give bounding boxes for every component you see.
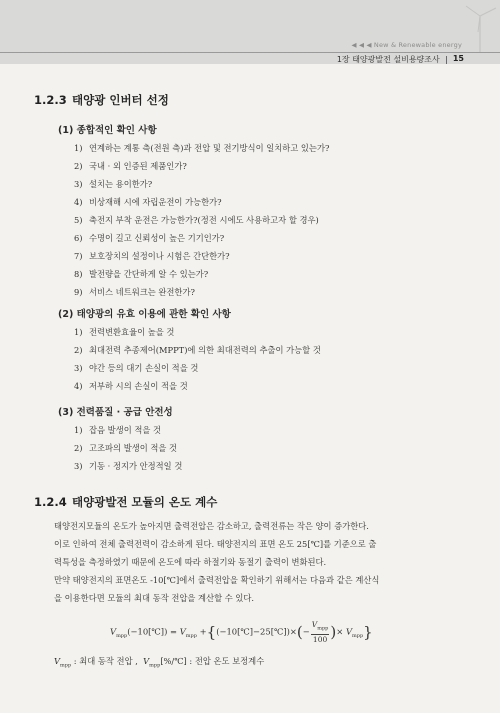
fraction: $\frac{V_{mpp}}{100}$ — [311, 620, 329, 644]
list-item: 4) 비상재해 시에 자립운전이 가능한가? — [74, 197, 222, 207]
section-124-heading — [34, 494, 217, 510]
formula-legend: $V_{mpp}$ : 최대 동작 전압 , $V_{mpp}[\%/℃]$ : 전압 온도 보정계수 — [54, 656, 265, 669]
list-item: 9) 서비스 네트워크는 완전한가? — [74, 287, 195, 297]
paragraph-line: 을 이용한다면 모듈의 최대 동작 전압을 계산할 수 있다. — [54, 593, 255, 603]
list-item: 8) 발전량을 간단하게 알 수 있는가? — [74, 269, 209, 279]
header-divider — [0, 52, 500, 53]
list-item: 5) 축전지 부착 운전은 가능한가?(정전 시에도 사용하고자 할 경우) — [74, 215, 319, 225]
page-number: 15 — [452, 54, 464, 63]
paragraph-line: 만약 태양전지의 표면온도 -10[℃]에서 출력전압을 확인하기 위해서는 다음과 같은 계산식 — [54, 575, 380, 585]
list-item: 2) 최대전력 추종제어(MPPT)에 의한 최대전력의 추출이 가능할 것 — [74, 345, 321, 355]
group-1-heading: (1) 종합적인 확인 사항 — [58, 125, 157, 136]
paragraph-line: 태양전지모듈의 온도가 높아지면 출력전압은 감소하고, 출력전류는 작은 양이 증가한다. — [54, 521, 369, 531]
list-item: 1) 전력변환효율이 높을 것 — [74, 327, 175, 337]
list-item: 2) 고조파의 발생이 적을 것 — [74, 443, 178, 453]
section-title: 태양광발전 모듈의 온도 계수 — [72, 495, 218, 509]
list-item: 4) 저부하 시의 손실이 적을 것 — [74, 381, 188, 391]
list-item: 1) 연계하는 계통 측(전원 측)과 전압 및 전기방식이 일치하고 있는가? — [74, 143, 330, 153]
group-3-heading: (3) 전력품질 · 공급 안전성 — [58, 407, 173, 418]
list-item: 2) 국내 · 외 인증된 제품인가? — [74, 161, 187, 171]
list-item: 3) 설치는 용이한가? — [74, 179, 153, 189]
section-title: 태양광 인버터 선정 — [72, 93, 169, 107]
section-number: 1.2.3 — [34, 93, 67, 107]
temperature-formula: $V_{mpp}(-10[℃]) = V_{mpp}$ +{(−10[℃]−25[℃])×(− $\frac{V_{mpp}}{100}$ )× $V_{mpp}$} — [110, 620, 373, 644]
wind-turbine-icon — [458, 2, 498, 52]
chapter-text: 1장 태양광발전 설비용량조사 — [336, 55, 440, 64]
paragraph-line: 력특성을 측정하였기 때문에 온도에 따라 하절기와 동절기 출력이 변화된다. — [54, 557, 327, 567]
chapter-separator: | — [445, 55, 448, 64]
header-tagline: ◀ ◀ ◀ New & Renewable energy — [351, 41, 462, 49]
list-item: 3) 기동 · 정지가 안정적일 것 — [74, 461, 183, 471]
list-item: 1) 잡음 발생이 적을 것 — [74, 425, 162, 435]
list-item: 7) 보호장치의 설정이나 시험은 간단한가? — [74, 251, 230, 261]
section-number: 1.2.4 — [34, 495, 67, 509]
paragraph-line: 이로 인하여 전체 출력전력이 감소하게 된다. 태양전지의 표면 온도 25[℃]를 기준으로 출 — [54, 539, 377, 549]
header-chapter-title — [337, 54, 448, 65]
section-123-heading — [34, 92, 169, 108]
list-item: 3) 야간 등의 대기 손실이 적을 것 — [74, 363, 199, 373]
group-2-heading: (2) 태양광의 유효 이용에 관한 확인 사항 — [58, 309, 231, 320]
list-item: 6) 수명이 길고 신뢰성이 높은 기기인가? — [74, 233, 225, 243]
